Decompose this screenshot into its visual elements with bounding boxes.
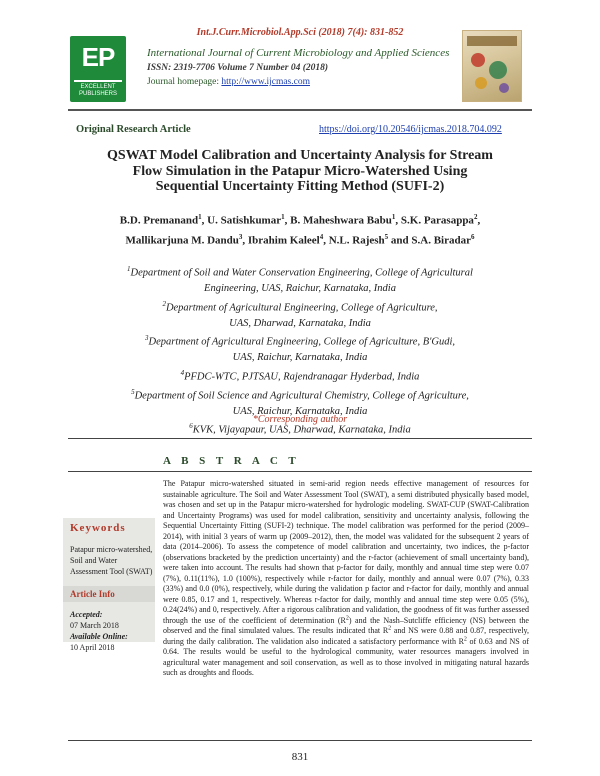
abstract-top-rule	[68, 438, 532, 439]
logo-bar	[74, 80, 122, 82]
article-title	[90, 148, 510, 195]
affiliation: $^4$PFDC-WTC, PJTSAU, Rajendranagar Hyderbad, India	[180, 368, 420, 382]
title-line-3: Sequential Uncertainty Fitting Method (SUFI-2)	[155, 179, 445, 194]
author: B.D. Premanand	[119, 214, 199, 227]
author: S.K. Parasappa	[400, 214, 474, 227]
abstract-heading-rule	[68, 471, 532, 472]
author: Ibrahim Kaleel	[247, 234, 320, 247]
affiliation: $^3$Department of Agricultural Engineering, College of Agriculture, B'Gudi, UAS, Raichur, Karnataka, India	[144, 334, 456, 363]
online-date: 10 April 2018	[70, 643, 115, 652]
affiliation: $^1$Department of Soil and Water Conservation Engineering, College of Agricultural Engineering, UAS, Raichur, Karnataka, India	[127, 265, 473, 294]
publisher-logo-line-1: EXCELLENT	[80, 84, 116, 90]
online-label: Available Online:	[70, 632, 128, 641]
header-rule	[68, 109, 532, 111]
author: Mallikarjuna M. Dandu	[125, 234, 239, 247]
article-dates	[70, 609, 154, 653]
journal-name: International Journal of Current Microbiology and Applied Sciences	[147, 47, 450, 59]
affiliation-list	[90, 262, 510, 438]
affiliation: $^6$KVK, Vijayapaur, UAS, Dharwad, Karnataka, India	[189, 422, 411, 436]
publisher-logo-text	[70, 84, 126, 98]
title-line-2: Flow Simulation in the Patapur Micro-Watershed Using	[132, 163, 468, 179]
article-type: Original Research Article	[76, 124, 191, 135]
author: B. Maheshwara Babu	[290, 214, 392, 227]
title-line-1: QSWAT Model Calibration and Uncertainty Analysis for Stream	[107, 148, 493, 163]
accepted-date: 07 March 2018	[70, 621, 119, 630]
author: S.A. Biradar	[411, 234, 471, 247]
corresponding-author-note: *Corresponding author	[252, 414, 348, 425]
keywords-list: Patapur micro-watershed, Soil and Water Assessment Tool (SWAT)	[70, 545, 153, 576]
abstract-text: The Patapur micro-watershed situated in semi-arid region needs effective management of resources for sustainable agriculture. The Soil and Water Assessment Tool (SWAT), a semi distributed physically based model, was chosen and set up in the Patapur micro-watershed for hydrologic modeling. SWAT-CUP (SWAT-Calibration and Uncertainty Programs) was used for model calibration, sensitivity and uncertainty analysis, following the Sequential Uncertainty Fitting (SUFI-2) technique. The model calibration was performed for the period (2009–2014), with initial 3 years of warm up (2009–2012), then, the model was validated for the subsequent 2 years of data (2014–2006). To assess the competence of model calibration and uncertainty, two indices, the p-factor (observations bracketed by the prediction uncertainty) and the r-factor (achievement of small uncertainty band), were taken into account. The results had shown that p-factor for daily, monthly and annual time step were 0.07 (7%), 0.11(11%), 1.0 (100%), respectively while r-factor for daily, monthly and annual were 0.07 (7%), 0.33 (33%) and 0.0 (0%), respectively, while during the validation p factor and r-factor for daily, monthly and annual were 0.85, 0.17 and 1, respectively. Whereas r-factor for daily, monthly and annual time step were 0.05 (5%), 0.24(24%) and 0, respectively. After a rigorous calibration and validation, the goodness of fit was further assessed through the use of the coefficient of determination $(R^2)$ and the Nash–Sutcliffe efficiency (NS) between the observed and the final simulated values. The results indicated that $R^2$ and NS were 0.88 and 0.87, respectively, during the daily calibration. The validation also indicated a satisfactory performance with $R^2$ of 0.63 and NS of 0.64. The results would be useful to the hydrological community, water resources managers involved in agricultural water management and soil conservation, as well as to those involved in mitigating natural hazards such as droughts and floods.	[163, 479, 529, 677]
affiliation: $^2$Department of Agricultural Engineering, College of Agriculture, UAS, Dharwad, Karnataka, India	[162, 299, 438, 329]
article-info-heading: Article Info	[70, 589, 115, 599]
issn-line: ISSN: 2319-7706 Volume 7 Number 04 (2018)	[147, 63, 329, 73]
affiliation: $^5$Department of Soil Science and Agricultural Chemistry, College of Agriculture, UAS, Raichur, Karnataka, India	[131, 387, 469, 417]
journal-cover-image	[462, 30, 522, 102]
keywords-heading: Keywords	[70, 522, 126, 534]
journal-homepage	[147, 77, 310, 87]
homepage-label: Journal homepage:	[147, 77, 220, 87]
author: U. Satishkumar	[207, 214, 282, 227]
doi-link[interactable]: https://doi.org/10.20546/ijcmas.2018.704.092	[319, 124, 502, 135]
author-list: B.D. Premanand$^1$, U. Satishkumar$^1$, B. Maheshwara Babu$^1$, S.K. Parasappa$^2$, Mallikarjuna M. Dandu$^3$, Ibrahim Kaleel$^4$, N.L. Rajesh$^5$ and S.A. Biradar$^6$	[119, 213, 481, 247]
abstract-bottom-rule	[68, 740, 532, 741]
accepted-label: Accepted:	[70, 610, 103, 619]
publisher-logo-line-2: PUBLISHERS	[78, 91, 117, 97]
running-head: Int.J.Curr.Microbiol.App.Sci (2018) 7(4): 831-852	[196, 27, 404, 38]
publisher-logo	[70, 36, 126, 102]
author: N.L. Rajesh	[328, 234, 385, 247]
publisher-logo-letters: EP	[81, 42, 115, 72]
page-number: 831	[291, 751, 309, 763]
homepage-link[interactable]: http://www.ijcmas.com	[221, 77, 310, 87]
abstract-heading: A B S T R A C T	[163, 455, 300, 467]
